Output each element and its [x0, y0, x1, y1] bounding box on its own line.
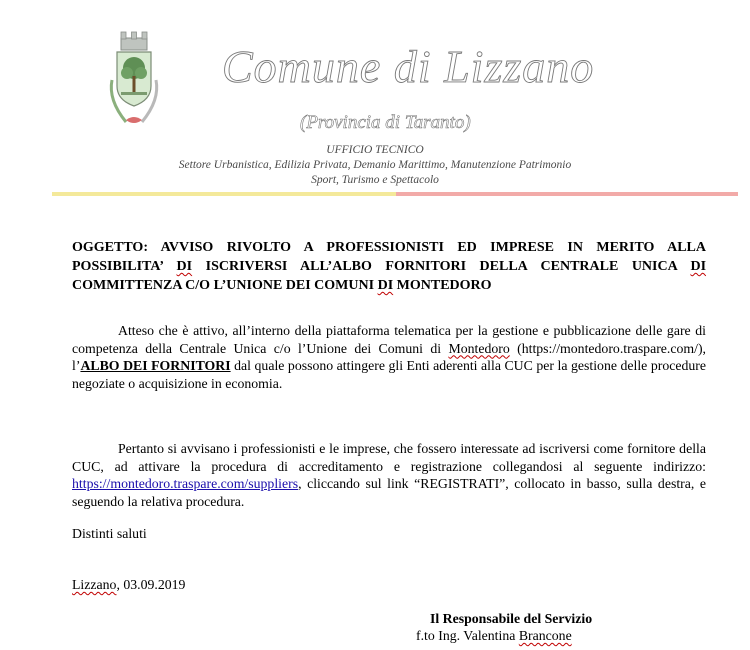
subject-word-flagged: DI: [176, 259, 193, 274]
document-subject: [72, 238, 706, 295]
paragraph-text: Pertanto si avvisano i professionisti e le imprese, che fossero interessate ad iscriversi come fornitore della CUC, ad attivare la procedura di accreditamento e registrazione collegandosi al seguente indirizzo:: [72, 441, 706, 474]
signatory-name: [416, 628, 572, 644]
subject-text: MONTEDORO: [393, 278, 492, 293]
letterhead-divider-yellow: [52, 192, 396, 196]
subject-text: COMMITTENZA C/O L’UNIONE DEI COMUNI: [72, 278, 378, 293]
signatory-title: f.to Ing. Valentina: [416, 628, 519, 643]
subject-word-flagged: DI: [377, 278, 394, 293]
signatory-surname: Brancone: [518, 628, 572, 643]
paragraph-text: (https://montedoro.traspare.com/), l’: [72, 340, 707, 374]
subject-word-flagged: DI: [690, 259, 707, 274]
body-paragraph-1: [72, 322, 706, 392]
supplier-register-label: ALBO DEI FORNITORI: [80, 358, 231, 374]
place-and-date: [72, 577, 185, 593]
closing-salutation: Distinti saluti: [72, 526, 147, 541]
province-name: (Provincia di Taranto): [300, 112, 471, 133]
municipal-crest-logo: [104, 30, 164, 130]
letterhead-divider-red: [396, 192, 738, 196]
municipality-name: Comune di Lizzano: [222, 41, 595, 92]
signatory-role: Il Responsabile del Servizio: [430, 611, 593, 626]
office-name: UFFICIO TECNICO: [326, 144, 424, 156]
subject-text: OGGETTO: AVVISO RIVOLTO A PROFESSIONISTI ED IMPRESE IN MERITO ALLA POSSIBILITA’: [72, 240, 706, 274]
suppliers-link[interactable]: https://montedoro.traspare.com/suppliers: [72, 476, 299, 492]
paragraph-text: , cliccando sul link “REGISTRATI”, collocato in basso, sulla destra, e seguendo la relativa procedura.: [72, 476, 706, 509]
place-name: Lizzano: [72, 577, 117, 592]
paragraph-text: Atteso che è attivo, all’interno della piattaforma telematica per la gestione e pubblicazione delle gare di competenza della Centrale Unica c/o l’Unione dei Comuni di: [72, 323, 706, 356]
office-sectors-line2: Sport, Turismo e Spettacolo: [311, 174, 439, 186]
subject-text: ISCRIVERSI ALL’ALBO FORNITORI DELLA CENTRALE UNICA: [192, 259, 691, 274]
paragraph-text: dal quale possono attingere gli Enti aderenti alla CUC per la gestione delle procedure negoziate o acquisizione in economia.: [72, 358, 706, 391]
document-date: , 03.09.2019: [116, 577, 186, 592]
body-paragraph-2: [72, 440, 706, 510]
office-sectors-line1: Settore Urbanistica, Edilizia Privata, Demanio Marittimo, Manutenzione Patrimonio: [178, 159, 572, 171]
place-name: Montedoro: [448, 340, 510, 356]
